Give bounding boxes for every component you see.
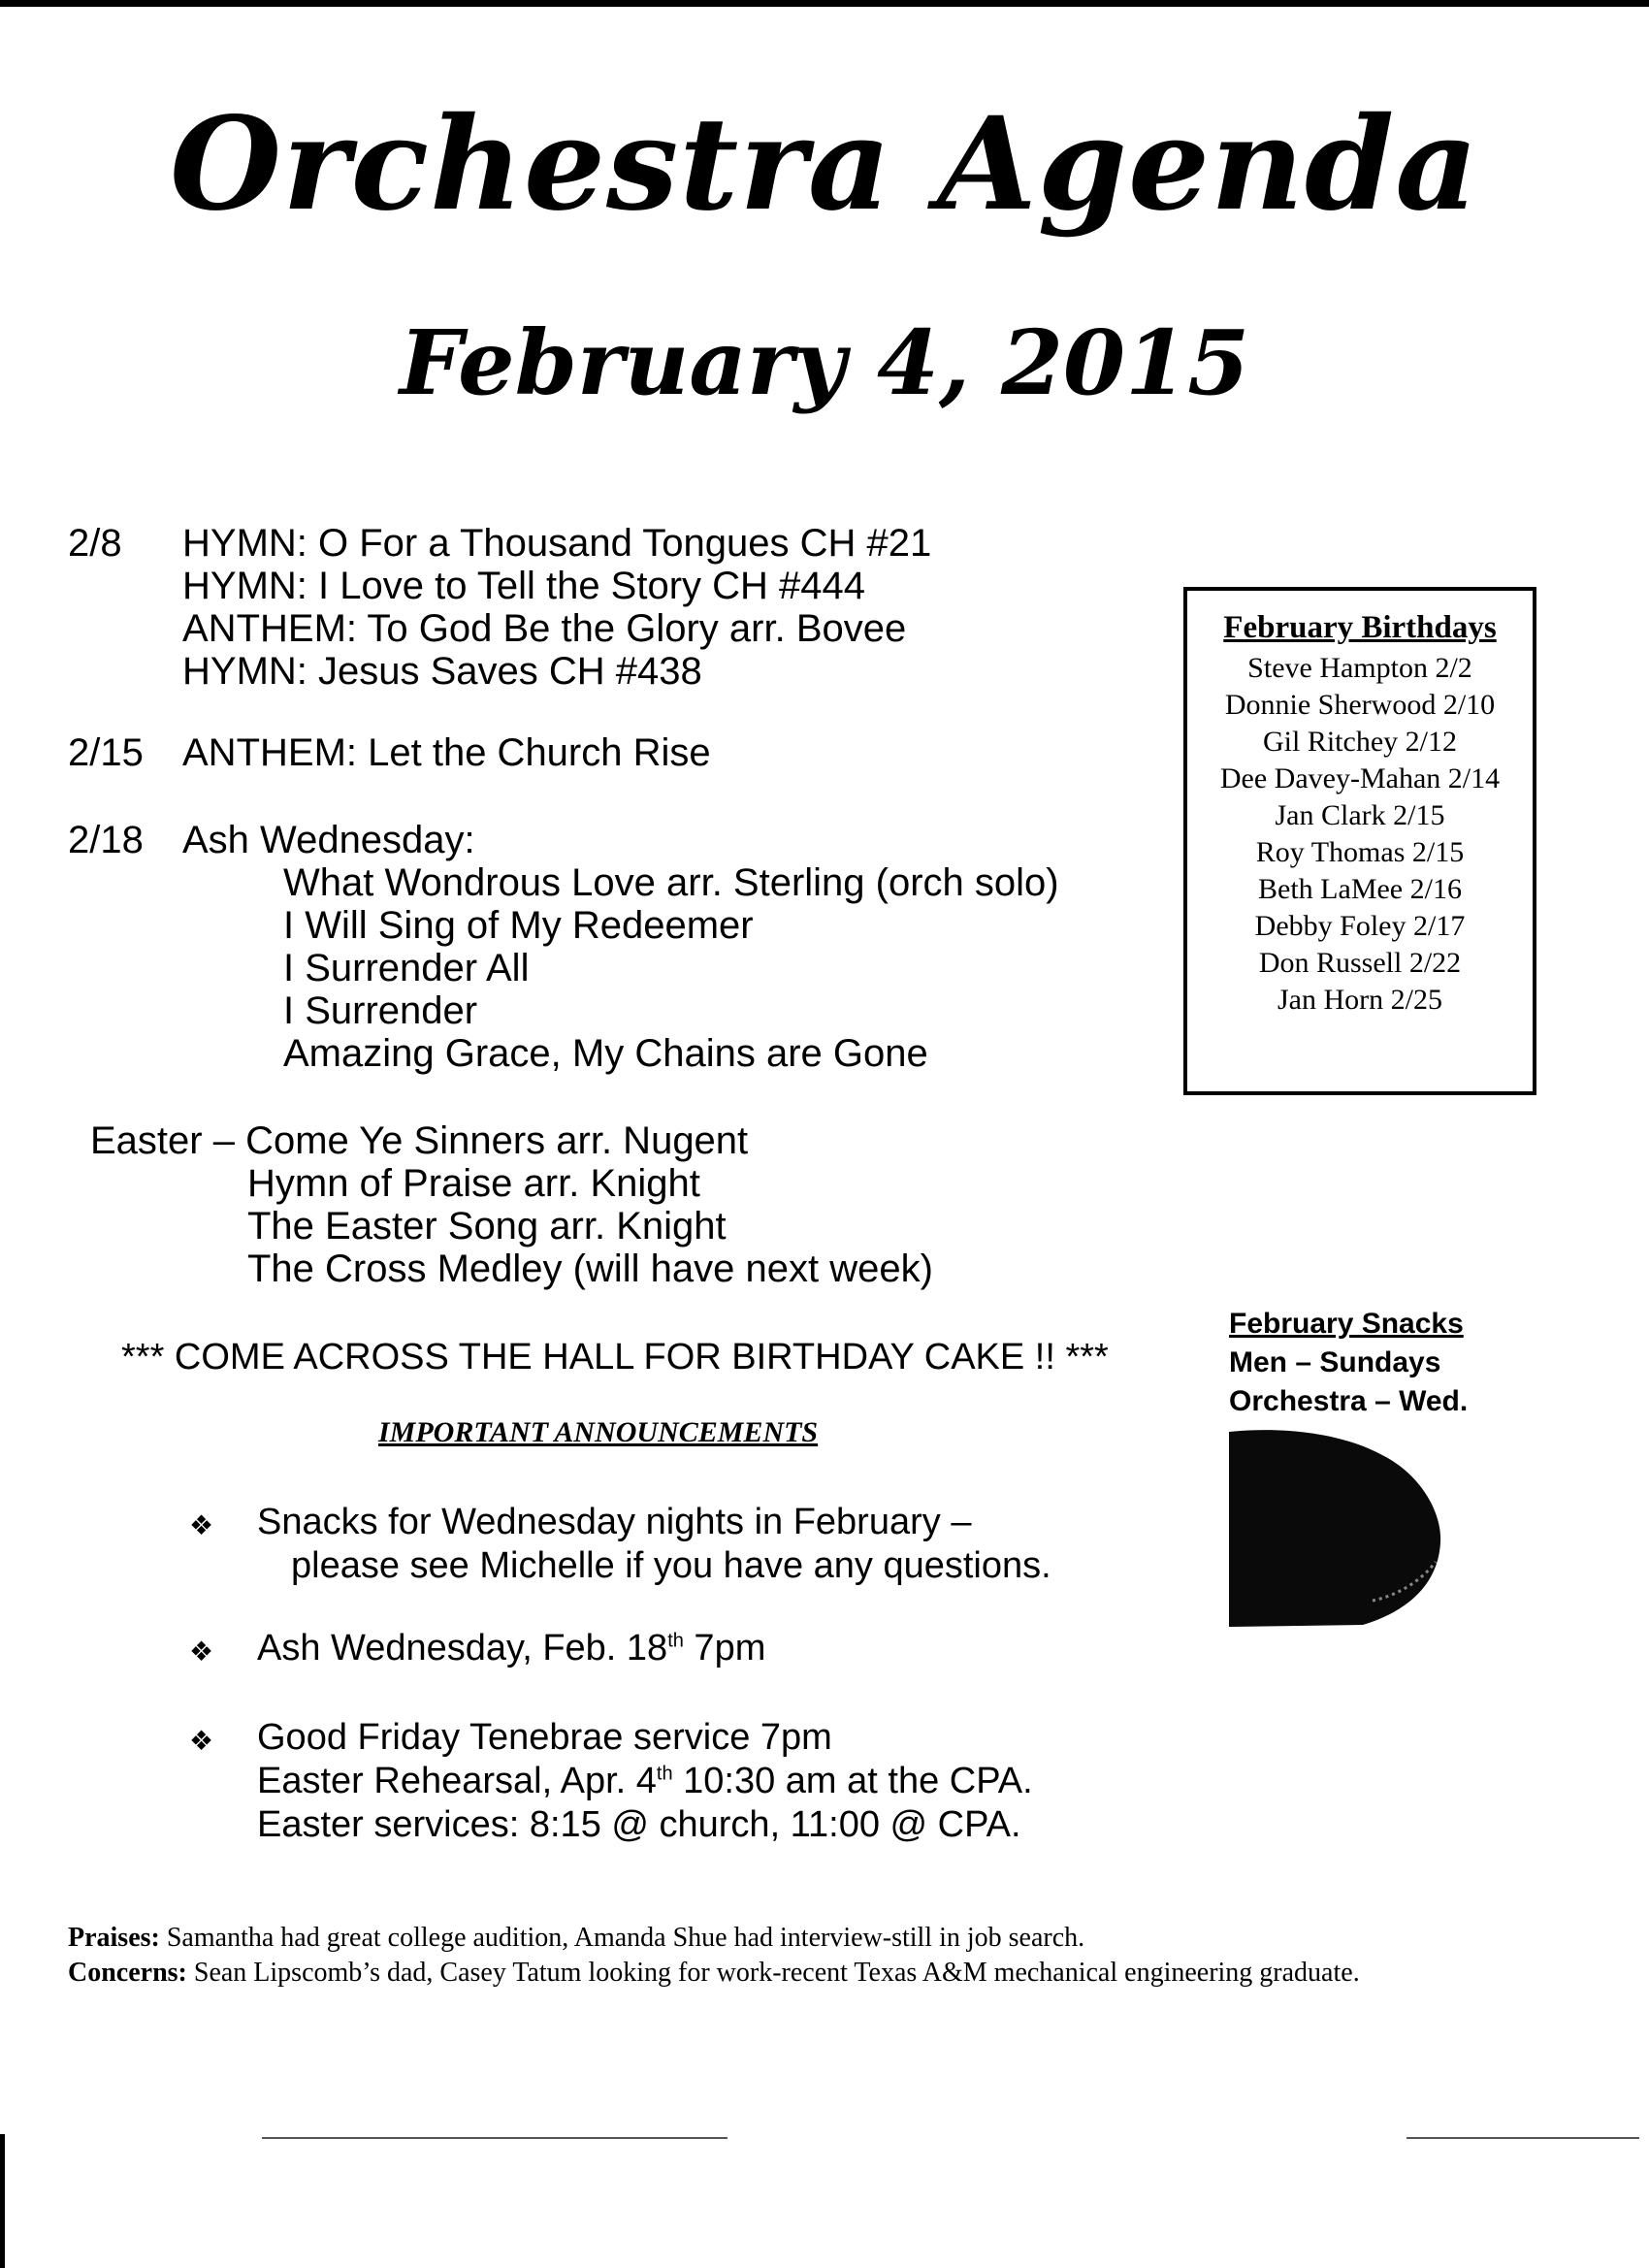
birthday-item: Steve Hampton 2/2 xyxy=(1247,652,1472,684)
schedule-line: ANTHEM: To God Be the Glory arr. Bovee xyxy=(182,607,907,650)
birthday-item: Jan Horn 2/25 xyxy=(1277,984,1442,1016)
snacks-heading: February Snacks xyxy=(1229,1308,1464,1340)
schedule-date: 2/18 xyxy=(68,819,144,861)
birthdays-list xyxy=(1187,650,1533,1019)
schedule-line: What Wondrous Love arr. Sterling (orch solo) xyxy=(283,861,1059,904)
scan-top-border xyxy=(0,0,1649,7)
schedule-line: I Surrender xyxy=(283,989,478,1032)
schedule-line: Easter – Come Ye Sinners arr. Nugent xyxy=(90,1119,749,1162)
announcement-line: Snacks for Wednesday nights in February – xyxy=(257,1502,972,1542)
announcement-line: Easter services: 8:15 @ church, 11:00 @ CPA. xyxy=(257,1804,1021,1845)
birthday-item: Beth LaMee 2/16 xyxy=(1258,873,1462,905)
scan-artifact xyxy=(1406,2137,1639,2139)
snack-clipart-image xyxy=(1227,1426,1445,1630)
schedule-line: I Will Sing of My Redeemer xyxy=(283,904,754,947)
schedule-line: HYMN: O For a Thousand Tongues CH #21 xyxy=(182,522,932,565)
announcement-line: Easter Rehearsal, Apr. 4th 10:30 am at the CPA. xyxy=(257,1761,1033,1801)
bullet-icon: ❖ xyxy=(189,1636,214,1667)
page-title: Orchestra Agenda xyxy=(170,89,1479,240)
schedule-line: ANTHEM: Let the Church Rise xyxy=(182,731,711,774)
praises-paragraph: Praises: Samantha had great college audition, Amanda Shue had interview-still in job search. xyxy=(68,1923,1085,1953)
concerns-paragraph: Concerns: Sean Lipscomb’s dad, Casey Tatum looking for work-recent Texas A&M mechanical engineering graduate. xyxy=(68,1958,1360,1988)
snacks-line: Orchestra – Wed. xyxy=(1229,1385,1469,1417)
birthday-item: Donnie Sherwood 2/10 xyxy=(1224,689,1496,721)
schedule-line: HYMN: I Love to Tell the Story CH #444 xyxy=(182,565,866,607)
schedule-line: Ash Wednesday: xyxy=(182,819,475,861)
birthdays-box xyxy=(1183,587,1536,1095)
schedule-date: 2/15 xyxy=(68,731,144,774)
birthday-item: Jan Clark 2/15 xyxy=(1275,799,1445,831)
schedule-line: I Surrender All xyxy=(283,947,530,989)
birthday-item: Dee Davey-Mahan 2/14 xyxy=(1219,762,1501,794)
schedule-line: The Easter Song arr. Knight xyxy=(247,1205,727,1247)
birthdays-heading: February Birthdays xyxy=(1223,610,1497,645)
schedule-line: Amazing Grace, My Chains are Gone xyxy=(283,1032,928,1075)
scan-artifact xyxy=(262,2137,728,2139)
agenda-date: February 4, 2015 xyxy=(399,310,1250,415)
announcement-line: please see Michelle if you have any questions. xyxy=(291,1545,1051,1586)
birthday-item: Don Russell 2/22 xyxy=(1258,947,1462,979)
snacks-block xyxy=(1229,1305,1468,1421)
snacks-line: Men – Sundays xyxy=(1229,1346,1441,1378)
birthday-item: Roy Thomas 2/15 xyxy=(1255,836,1465,868)
schedule-line: HYMN: Jesus Saves CH #438 xyxy=(182,650,702,693)
scan-left-mark xyxy=(0,2134,5,2268)
schedule-line: Hymn of Praise arr. Knight xyxy=(247,1162,700,1205)
schedule-line: The Cross Medley (will have next week) xyxy=(247,1247,933,1290)
announcements-heading: IMPORTANT ANNOUNCEMENTS xyxy=(378,1416,819,1448)
schedule-date: 2/8 xyxy=(68,522,122,565)
bullet-icon: ❖ xyxy=(189,1726,214,1756)
birthday-item: Debby Foley 2/17 xyxy=(1254,910,1466,942)
birthday-item: Gil Ritchey 2/12 xyxy=(1263,726,1457,758)
announcement-line: Ash Wednesday, Feb. 18th 7pm xyxy=(257,1628,766,1669)
bullet-icon: ❖ xyxy=(189,1510,214,1540)
announcement-line: Good Friday Tenebrae service 7pm xyxy=(257,1717,832,1758)
birthday-cake-notice: *** COME ACROSS THE HALL FOR BIRTHDAY CAKE !! *** xyxy=(121,1337,1109,1377)
